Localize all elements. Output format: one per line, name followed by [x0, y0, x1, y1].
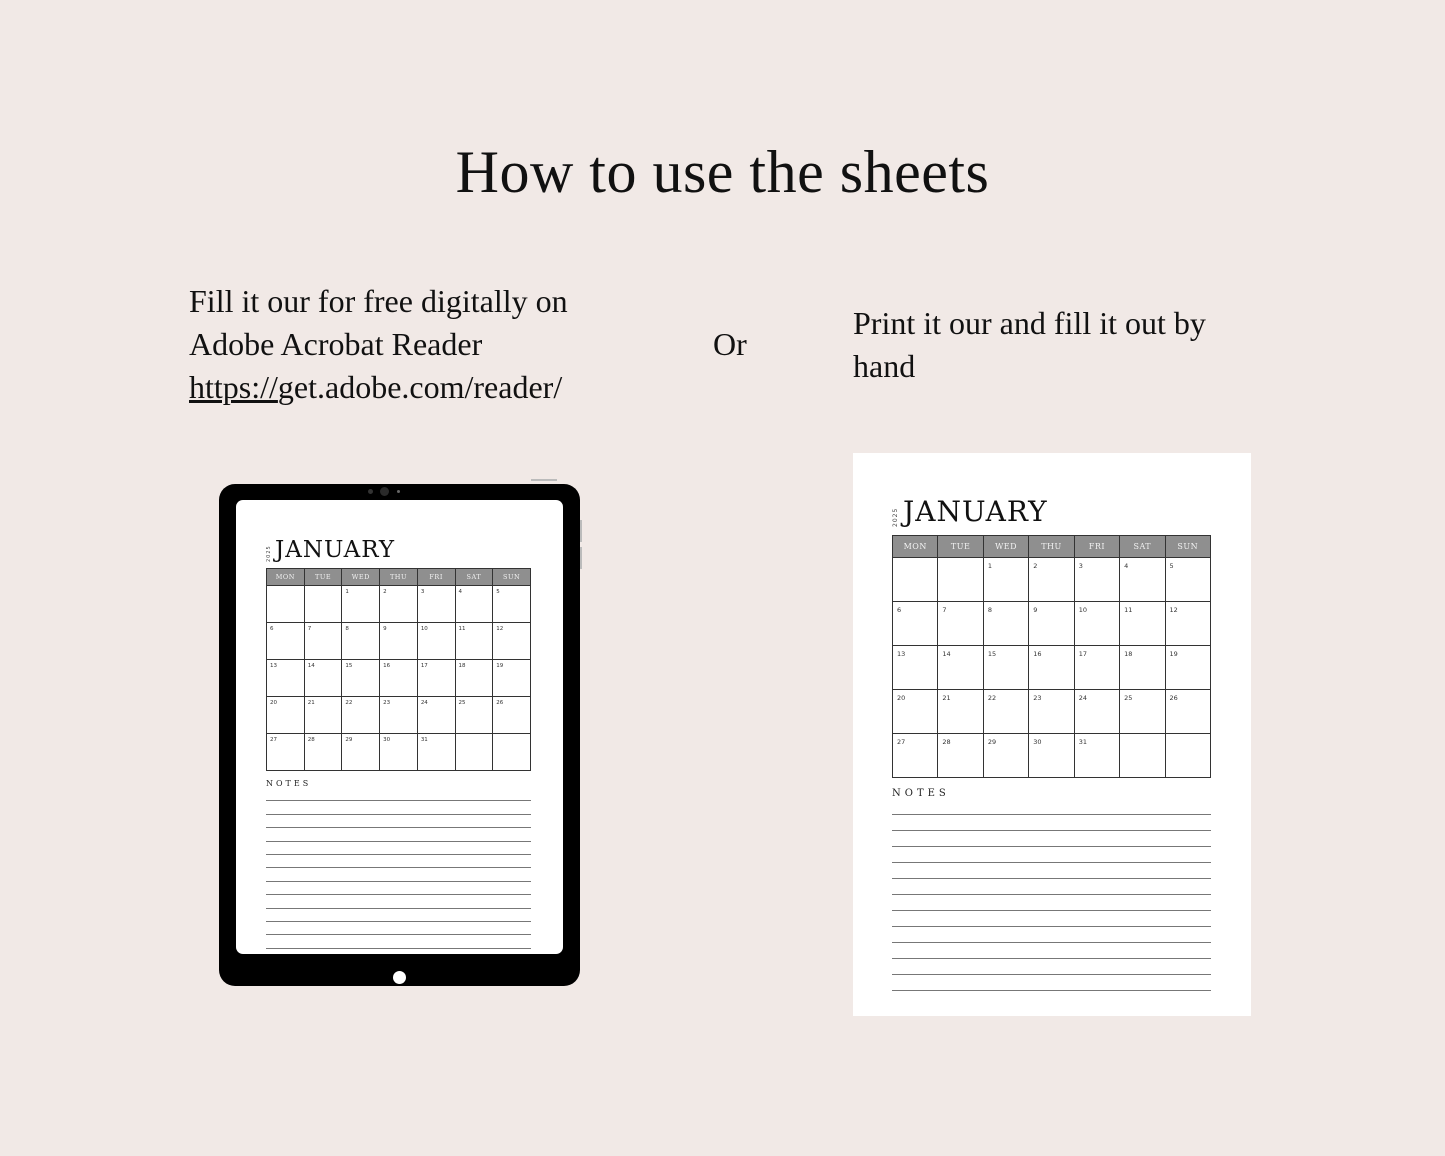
- day-cell[interactable]: [455, 623, 493, 660]
- tablet-screen: [236, 500, 563, 954]
- day-cell[interactable]: [1074, 646, 1119, 690]
- calendar-grid: [892, 535, 1211, 778]
- print-instruction-line-1: Print it our and fill it out by: [853, 305, 1206, 341]
- note-line[interactable]: [892, 975, 1211, 991]
- day-cell[interactable]: [417, 734, 455, 771]
- weekday-header: TUE: [938, 536, 983, 558]
- day-cell[interactable]: [1120, 734, 1165, 778]
- day-number: 23: [383, 700, 391, 706]
- day-cell[interactable]: [1029, 646, 1074, 690]
- printed-calendar: [892, 493, 1211, 991]
- note-line[interactable]: [266, 935, 531, 948]
- day-number: 18: [1124, 650, 1133, 658]
- tablet-camera-icon: [380, 487, 389, 496]
- day-cell[interactable]: [493, 586, 531, 623]
- day-number: 21: [307, 700, 315, 706]
- day-number: [305, 586, 342, 589]
- day-number: [1120, 734, 1164, 738]
- page-title: How to use the sheets: [455, 139, 990, 205]
- day-number: 28: [307, 737, 315, 743]
- note-line[interactable]: [266, 922, 531, 935]
- week-row: [267, 623, 531, 660]
- day-cell[interactable]: [342, 660, 380, 697]
- day-cell[interactable]: [1165, 646, 1210, 690]
- note-line[interactable]: [892, 879, 1211, 895]
- day-number: 15: [987, 650, 997, 658]
- day-number: 4: [458, 589, 463, 595]
- day-number: 3: [420, 589, 425, 595]
- note-line[interactable]: [892, 943, 1211, 959]
- day-number: 29: [987, 738, 997, 746]
- tablet-volume-button-2: [580, 547, 582, 569]
- tablet-home-button: [393, 971, 406, 984]
- day-number: 19: [1169, 650, 1178, 658]
- weekday-header-row: [267, 569, 531, 586]
- day-number: 14: [942, 650, 951, 658]
- day-number: [893, 558, 937, 562]
- week-row: [893, 558, 1211, 602]
- day-number: 16: [1033, 650, 1042, 658]
- day-cell[interactable]: [380, 623, 418, 660]
- day-number: 9: [1033, 606, 1038, 614]
- tablet-mockup: [219, 484, 580, 986]
- week-row: [267, 697, 531, 734]
- day-cell[interactable]: [342, 734, 380, 771]
- note-line[interactable]: [266, 828, 531, 841]
- day-number: 8: [987, 606, 992, 614]
- day-number: 8: [345, 626, 349, 632]
- day-cell[interactable]: [493, 697, 531, 734]
- note-line[interactable]: [892, 847, 1211, 863]
- note-line[interactable]: [266, 855, 531, 868]
- day-number: 23: [1033, 694, 1042, 702]
- day-cell[interactable]: [938, 602, 983, 646]
- day-cell[interactable]: [983, 646, 1028, 690]
- day-number: 6: [270, 626, 274, 632]
- note-line[interactable]: [892, 895, 1211, 911]
- day-number: 31: [420, 737, 428, 743]
- weekday-header: SUN: [493, 569, 531, 586]
- weekday-header: FRI: [417, 569, 455, 586]
- day-number: 19: [496, 663, 504, 669]
- day-cell[interactable]: [267, 586, 305, 623]
- note-line[interactable]: [892, 799, 1211, 815]
- calendar-year: 2025: [892, 507, 899, 527]
- day-number: [938, 558, 982, 562]
- day-number: 14: [307, 663, 315, 669]
- note-line[interactable]: [266, 909, 531, 922]
- day-number: [493, 734, 530, 737]
- weekday-header: SUN: [1165, 536, 1210, 558]
- weekday-header: WED: [342, 569, 380, 586]
- day-cell[interactable]: [983, 602, 1028, 646]
- weekday-header: SAT: [455, 569, 493, 586]
- tablet-calendar: [266, 534, 531, 949]
- print-instruction-line-2: hand: [853, 348, 916, 384]
- day-cell[interactable]: [417, 586, 455, 623]
- day-cell[interactable]: [304, 586, 342, 623]
- digital-instruction: [189, 280, 649, 409]
- weekday-header: MON: [893, 536, 938, 558]
- week-row: [267, 734, 531, 771]
- week-row: [893, 646, 1211, 690]
- week-row: [893, 734, 1211, 778]
- day-cell[interactable]: [983, 734, 1028, 778]
- day-number: 12: [1169, 606, 1178, 614]
- calendar-header: [266, 534, 531, 562]
- weekday-header-row: [893, 536, 1211, 558]
- day-cell[interactable]: [983, 558, 1028, 602]
- day-cell[interactable]: [938, 558, 983, 602]
- day-number: 16: [383, 663, 391, 669]
- day-number: 9: [383, 626, 387, 632]
- weekday-header: MON: [267, 569, 305, 586]
- note-line[interactable]: [266, 788, 531, 801]
- day-cell[interactable]: [267, 734, 305, 771]
- calendar-year: 2025: [266, 545, 272, 562]
- calendar-header: [892, 493, 1211, 527]
- day-number: 20: [270, 700, 277, 706]
- day-number: 10: [1078, 606, 1087, 614]
- tablet-top-button: [531, 479, 557, 481]
- day-number: 5: [496, 589, 500, 595]
- adobe-reader-link[interactable]: [189, 366, 649, 409]
- day-number: 10: [420, 626, 428, 632]
- or-separator: Or: [713, 326, 747, 362]
- day-number: 17: [420, 663, 428, 669]
- day-number: 26: [1169, 694, 1178, 702]
- day-cell[interactable]: [1120, 646, 1165, 690]
- day-cell[interactable]: [304, 623, 342, 660]
- note-line[interactable]: [266, 815, 531, 828]
- day-number: [1166, 734, 1210, 738]
- day-cell[interactable]: [455, 697, 493, 734]
- digital-instruction-line-2: Adobe Acrobat Reader: [189, 326, 483, 362]
- note-line[interactable]: [892, 927, 1211, 943]
- weekday-header: SAT: [1120, 536, 1165, 558]
- day-number: 11: [458, 626, 466, 632]
- calendar-grid: [266, 568, 531, 771]
- day-number: 27: [270, 737, 277, 743]
- day-cell[interactable]: [983, 690, 1028, 734]
- day-number: 2: [1033, 562, 1038, 570]
- print-instruction: [853, 302, 1273, 388]
- day-number: 7: [942, 606, 947, 614]
- weekday-header: TUE: [304, 569, 342, 586]
- weekday-header: WED: [983, 536, 1028, 558]
- note-line[interactable]: [266, 801, 531, 814]
- day-number: 31: [1078, 738, 1087, 746]
- day-cell[interactable]: [417, 623, 455, 660]
- day-cell[interactable]: [1029, 602, 1074, 646]
- day-cell[interactable]: [1165, 558, 1210, 602]
- calendar-month: JANUARY: [903, 495, 1048, 528]
- day-cell[interactable]: [1165, 734, 1210, 778]
- day-cell[interactable]: [938, 734, 983, 778]
- day-number: [267, 586, 304, 589]
- day-cell[interactable]: [893, 734, 938, 778]
- day-cell[interactable]: [342, 697, 380, 734]
- day-cell[interactable]: [267, 623, 305, 660]
- tablet-sensor-icon: [368, 489, 373, 494]
- printed-sheet: [853, 453, 1251, 1016]
- day-cell[interactable]: [1074, 558, 1119, 602]
- digital-instruction-line-1: Fill it our for free digitally on: [189, 283, 568, 319]
- calendar-month: JANUARY: [275, 537, 396, 563]
- day-number: 6: [897, 606, 902, 614]
- day-number: 21: [942, 694, 951, 702]
- day-cell[interactable]: [1029, 734, 1074, 778]
- day-number: 30: [1033, 738, 1042, 746]
- day-cell[interactable]: [380, 586, 418, 623]
- day-cell[interactable]: [893, 646, 938, 690]
- link-protocol[interactable]: https://: [189, 369, 278, 405]
- day-cell[interactable]: [304, 660, 342, 697]
- note-line[interactable]: [892, 863, 1211, 879]
- day-cell[interactable]: [1120, 690, 1165, 734]
- day-cell[interactable]: [455, 734, 493, 771]
- day-cell[interactable]: [493, 734, 531, 771]
- weekday-header: FRI: [1074, 536, 1119, 558]
- day-number: 2: [383, 589, 387, 595]
- day-number: 15: [345, 663, 353, 669]
- weekday-header: THU: [1029, 536, 1074, 558]
- day-cell[interactable]: [455, 660, 493, 697]
- day-number: 1: [987, 562, 992, 570]
- day-cell[interactable]: [1074, 690, 1119, 734]
- day-number: 24: [420, 700, 428, 706]
- day-number: 24: [1078, 694, 1087, 702]
- note-line[interactable]: [892, 959, 1211, 975]
- day-cell[interactable]: [380, 660, 418, 697]
- day-number: 26: [496, 700, 504, 706]
- week-row: [267, 586, 531, 623]
- day-cell[interactable]: [493, 660, 531, 697]
- note-line[interactable]: [266, 895, 531, 908]
- weekday-header: THU: [380, 569, 418, 586]
- week-row: [267, 660, 531, 697]
- day-cell[interactable]: [1074, 602, 1119, 646]
- day-cell[interactable]: [380, 734, 418, 771]
- day-cell[interactable]: [938, 646, 983, 690]
- day-cell[interactable]: [938, 690, 983, 734]
- day-cell[interactable]: [455, 586, 493, 623]
- day-cell[interactable]: [1029, 690, 1074, 734]
- week-row: [893, 690, 1211, 734]
- day-number: 28: [942, 738, 951, 746]
- day-number: 20: [897, 694, 906, 702]
- day-number: 29: [345, 737, 353, 743]
- day-cell[interactable]: [267, 697, 305, 734]
- tablet-volume-button-1: [580, 520, 582, 542]
- day-number: 11: [1124, 606, 1133, 614]
- day-number: 7: [307, 626, 312, 632]
- notes-label: NOTES: [266, 779, 312, 788]
- notes-label: NOTES: [892, 788, 950, 799]
- tablet-light-icon: [397, 490, 400, 493]
- day-number: 22: [345, 700, 353, 706]
- day-number: 13: [270, 663, 277, 669]
- note-line[interactable]: [892, 831, 1211, 847]
- day-cell[interactable]: [893, 558, 938, 602]
- day-number: 18: [458, 663, 466, 669]
- day-number: [456, 734, 493, 737]
- day-number: 27: [897, 738, 906, 746]
- day-number: 3: [1078, 562, 1083, 570]
- day-cell[interactable]: [893, 602, 938, 646]
- day-cell[interactable]: [493, 623, 531, 660]
- week-row: [893, 602, 1211, 646]
- note-line[interactable]: [266, 868, 531, 881]
- day-cell[interactable]: [267, 660, 305, 697]
- day-cell[interactable]: [304, 734, 342, 771]
- day-number: 13: [897, 650, 906, 658]
- day-cell[interactable]: [304, 697, 342, 734]
- day-cell[interactable]: [342, 623, 380, 660]
- note-line[interactable]: [266, 842, 531, 855]
- day-number: 5: [1169, 562, 1174, 570]
- day-number: 12: [496, 626, 504, 632]
- note-line[interactable]: [892, 911, 1211, 927]
- day-number: 25: [458, 700, 466, 706]
- day-cell[interactable]: [1074, 734, 1119, 778]
- day-cell[interactable]: [1165, 690, 1210, 734]
- day-cell[interactable]: [1120, 602, 1165, 646]
- day-number: 17: [1078, 650, 1087, 658]
- day-cell[interactable]: [893, 690, 938, 734]
- day-cell[interactable]: [1120, 558, 1165, 602]
- note-line[interactable]: [892, 815, 1211, 831]
- day-cell[interactable]: [380, 697, 418, 734]
- day-cell[interactable]: [1029, 558, 1074, 602]
- day-cell[interactable]: [1165, 602, 1210, 646]
- day-cell[interactable]: [417, 697, 455, 734]
- day-number: 30: [383, 737, 391, 743]
- day-cell[interactable]: [342, 586, 380, 623]
- day-number: 22: [987, 694, 997, 702]
- link-path[interactable]: get.adobe.com/reader/: [277, 369, 563, 405]
- day-number: 1: [345, 589, 349, 595]
- day-number: 25: [1124, 694, 1133, 702]
- note-line[interactable]: [266, 882, 531, 895]
- day-cell[interactable]: [417, 660, 455, 697]
- day-number: 4: [1124, 562, 1129, 570]
